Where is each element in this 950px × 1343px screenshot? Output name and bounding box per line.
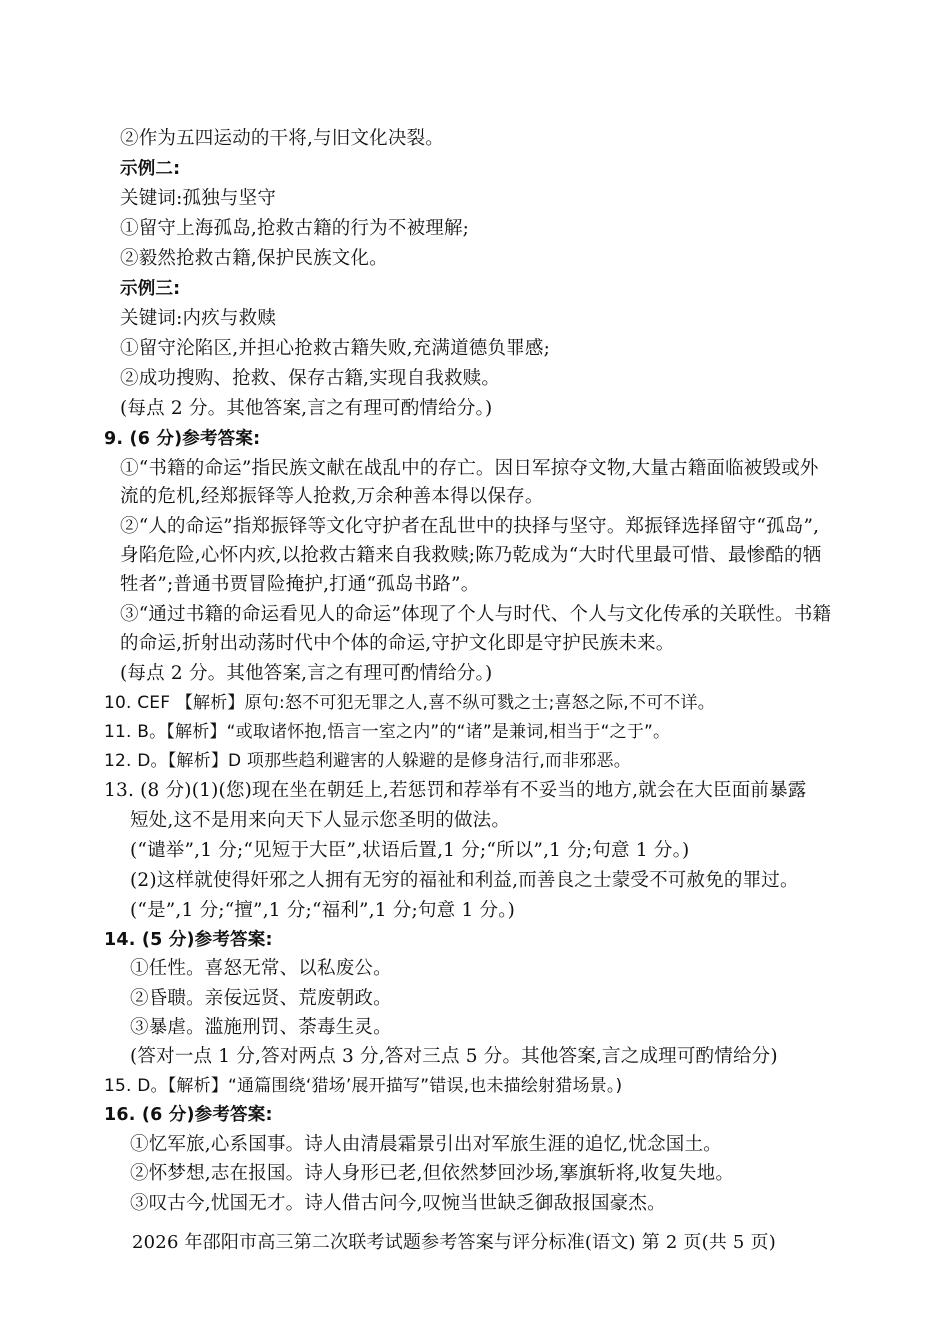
question-14-heading: 14. (5 分)参考答案: — [104, 930, 273, 950]
keyword-line: 关键词:内疚与救赎 — [120, 308, 277, 329]
question-11-line: 11. B。【解析】“或取诸怀抱,悟言一室之内”的“诸”是兼词,相当于“之于”。 — [104, 722, 671, 742]
text-line: ③叹古今,忧国无才。诗人借古问今,叹惋当世缺乏御敌报国豪杰。 — [130, 1193, 666, 1214]
text-line: 身陷危险,心怀内疚,以抢救古籍来自我救赎;陈乃乾成为“大时代里最可惜、最惨酷的牺 — [120, 545, 822, 566]
text-line: 的命运,折射出动荡时代中个体的命运,守护文化即是守护民族未来。 — [120, 633, 675, 654]
text-line: ③暴虐。滥施刑罚、荼毒生灵。 — [130, 1017, 392, 1038]
scoring-note: (“谴举”,1 分;“见短于大臣”,状语后置,1 分;“所以”,1 分;句意 1 分。) — [130, 840, 690, 861]
text-line: 短处,这不是用来向天下人显示您圣明的做法。 — [130, 810, 511, 831]
text-line: ②“人的命运”指郑振铎等文化守护者在乱世中的抉择与坚守。郑振铎选择留守“孤岛”, — [120, 516, 820, 537]
question-15-line: 15. D。【解析】“通篇围绕‘猎场’展开描写”错误,也未描绘射猎场景。) — [104, 1076, 623, 1096]
keyword-line: 关键词:孤独与坚守 — [120, 188, 277, 209]
scoring-note: (“是”,1 分;“擅”,1 分;“福利”,1 分;句意 1 分。) — [130, 900, 516, 921]
text-line: ②成功搜购、抢救、保存古籍,实现自我救赎。 — [120, 368, 501, 389]
question-16-heading: 16. (6 分)参考答案: — [104, 1105, 273, 1125]
text-line: (2)这样就使得奸邪之人拥有无穷的福祉和利益,而善良之士蒙受不可赦免的罪过。 — [130, 870, 799, 891]
question-12-line: 12. D。【解析】D 项那些趋利避害的人躲避的是修身洁行,而非邪恶。 — [104, 751, 631, 771]
example-heading: 示例二: — [120, 159, 181, 179]
scoring-note: (每点 2 分。其他答案,言之有理可酌情给分。) — [120, 398, 493, 419]
text-line: ①“书籍的命运”指民族文献在战乱中的存亡。因日军掠夺文物,大量古籍面临被毁或外 — [120, 458, 819, 479]
text-line: ③“通过书籍的命运看见人的命运”体现了个人与时代、个人与文化传承的关联性。书籍 — [120, 604, 832, 625]
text-line: ②作为五四运动的干将,与旧文化决裂。 — [120, 128, 444, 149]
text-line: ②昏聩。亲佞远贤、荒废朝政。 — [130, 988, 392, 1009]
question-10-line: 10. CEF 【解析】原句:怒不可犯无罪之人,喜不纵可戮之士;喜怒之际,不可不详。 — [104, 693, 715, 713]
question-13-line: 13. (8 分)(1)(您)现在坐在朝廷上,若惩罚和荐举有不妥当的地方,就会在大臣面前暴露 — [104, 780, 807, 801]
text-line: ②毅然抢救古籍,保护民族文化。 — [120, 248, 388, 269]
question-9-heading: 9. (6 分)参考答案: — [104, 429, 261, 449]
example-heading: 示例三: — [120, 279, 181, 299]
scoring-note: (每点 2 分。其他答案,言之有理可酌情给分。) — [120, 663, 493, 684]
text-line: ①留守上海孤岛,抢救古籍的行为不被理解; — [120, 218, 470, 239]
text-line: ①留守沦陷区,并担心抢救古籍失败,充满道德负罪感; — [120, 338, 550, 359]
scoring-note: (答对一点 1 分,答对两点 3 分,答对三点 5 分。其他答案,言之成理可酌情给分) — [130, 1046, 778, 1067]
text-line: ①任性。喜怒无常、以私废公。 — [130, 958, 392, 979]
text-line: ①忆军旅,心系国事。诗人由清晨霜景引出对军旅生涯的追忆,忧念国土。 — [130, 1134, 722, 1155]
page-footer: 2026 年邵阳市高三第二次联考试题参考答案与评分标准(语文) 第 2 页(共 5 页) — [132, 1232, 776, 1253]
text-line: ②怀梦想,志在报国。诗人身形已老,但依然梦回沙场,搴旗斩将,收复失地。 — [130, 1163, 735, 1184]
text-line: 牲者”;普通书贾冒险掩护,打通“孤岛书路”。 — [120, 574, 480, 595]
text-line: 流的危机,经郑振铎等人抢救,万余种善本得以保存。 — [120, 486, 544, 507]
